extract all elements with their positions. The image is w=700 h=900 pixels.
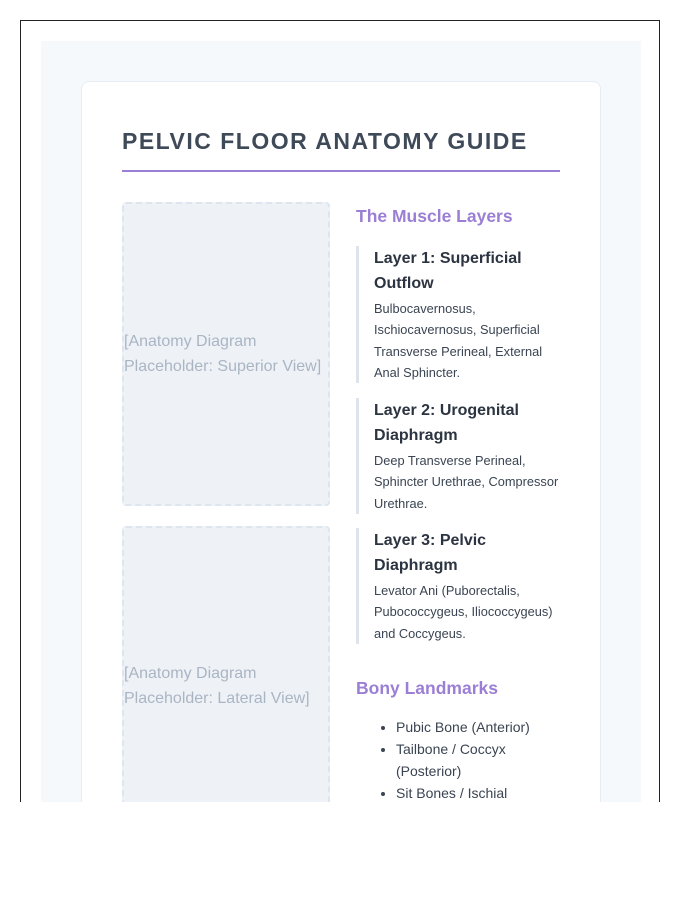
list-item: • Pubic Bone (Anterior) bbox=[396, 716, 566, 738]
layer-description: Levator Ani (Puborectalis, Pubococcygeus, Iliococcygeus) and Coccygeus. bbox=[374, 583, 553, 641]
document-frame bbox=[20, 20, 660, 802]
page-title: PELVIC FLOOR ANATOMY GUIDE bbox=[122, 128, 528, 154]
layer-card-1 bbox=[356, 246, 566, 383]
diagram-label-lateral: [Anatomy Diagram Placeholder: Lateral View] bbox=[124, 665, 310, 707]
diagram-label-superior: [Anatomy Diagram Placeholder: Superior View] bbox=[124, 333, 322, 375]
list-item: • Sit Bones / Ischial bbox=[396, 782, 566, 802]
muscle-layers-heading: The Muscle Layers bbox=[356, 206, 513, 226]
layer-title: Layer 2: Urogenital Diaphragm bbox=[374, 402, 519, 444]
layer-card-2 bbox=[356, 398, 566, 514]
guide-card bbox=[81, 81, 601, 802]
page-background bbox=[41, 41, 641, 802]
layer-title: Layer 3: Pelvic Diaphragm bbox=[374, 532, 487, 574]
layer-title: Layer 1: Superficial Outflow bbox=[374, 250, 522, 292]
layer-description: Bulbocavernosus, Ischiocavernosus, Superficial Transverse Perineal, External Anal Sphincter. bbox=[374, 301, 543, 380]
bony-landmarks-heading: Bony Landmarks bbox=[356, 678, 498, 698]
diagram-placeholder-lateral bbox=[122, 526, 330, 802]
layer-card-3 bbox=[356, 528, 566, 644]
landmarks-list bbox=[356, 716, 566, 802]
title-underline bbox=[122, 170, 560, 172]
layer-description: Deep Transverse Perineal, Sphincter Urethrae, Compressor Urethrae. bbox=[374, 453, 559, 511]
diagram-placeholder-superior bbox=[122, 202, 330, 506]
list-item: • Tailbone / Coccyx (Posterior) bbox=[396, 738, 566, 782]
